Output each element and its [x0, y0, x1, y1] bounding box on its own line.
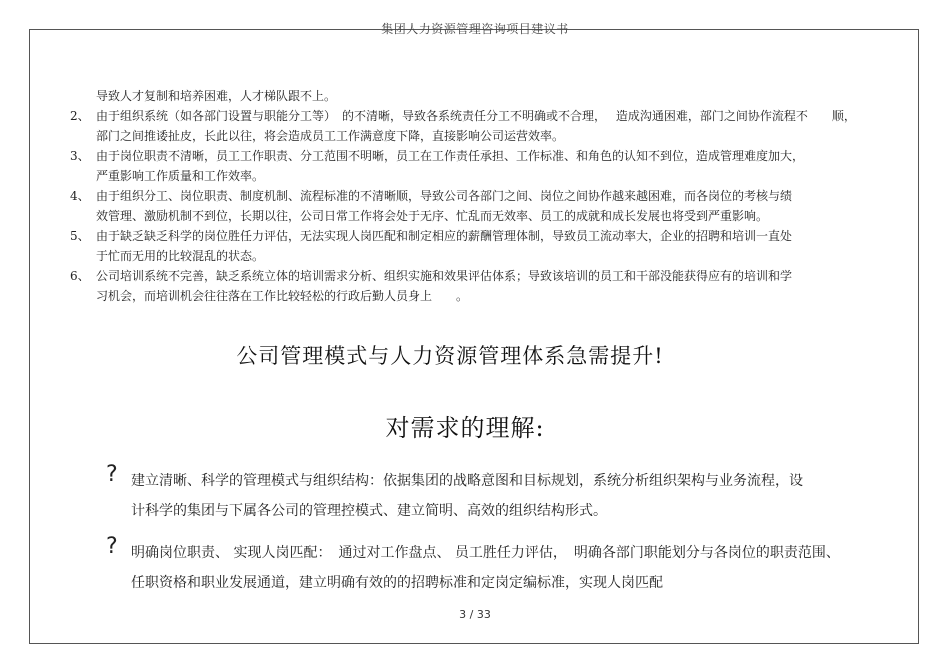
issue-item-5	[70, 226, 900, 266]
issue-line: 由于组织系统（如各部门设置与职能分工等） 的不清晰，导致各系统责任分工不明确或不合理， 造成沟通困难，部门之间协作流程不 顺，	[96, 109, 856, 123]
issue-number: 5、	[70, 229, 90, 243]
issue-line: 公司培训系统不完善，缺乏系统立体的培训需求分析、组织实施和效果评估体系；导致该培训的员工和干部没能获得应有的培训和学	[96, 269, 793, 283]
need-line: 明确岗位职责、 实现人岗匹配： 通过对工作盘点、 员工胜任力评估， 明确各部门职能划分与各岗位的职责范围、	[131, 545, 840, 561]
issue-item-2	[70, 106, 900, 146]
need-item-2	[106, 534, 896, 598]
issue-line: 由于缺乏缺乏科学的岗位胜任力评估，无法实现人岗匹配和制定相应的薪酬管理体制，导致员工流动率大，企业的招聘和培训一直处	[96, 229, 793, 243]
issue-number: 2、	[70, 109, 90, 123]
issue-item-6	[70, 266, 900, 306]
need-line: 任职资格和职业发展通道，建立明确有效的的招聘标准和定岗定编标准，实现人岗匹配	[131, 575, 663, 591]
issue-number: 3、	[70, 149, 90, 163]
issue-line: 部门之间推诿扯皮，长此以往，将会造成员工工作满意度下降，直接影响公司运营效率。	[96, 129, 565, 143]
issue-number: 6、	[70, 269, 90, 283]
question-mark-icon: ?	[106, 534, 118, 559]
issue-line: 由于岗位职责不清晰，员工工作职责、分工范围不明晰，员工在工作责任承担、工作标准、和角色的认知不到位，造成管理难度加大，	[96, 149, 805, 163]
need-line: 建立清晰、科学的管理模式与组织结构：依据集团的战略意图和目标规划，系统分析组织架构与业务流程，设	[131, 473, 803, 489]
issue-list	[70, 106, 900, 306]
question-mark-icon: ?	[106, 462, 118, 487]
section-title: 对需求的理解:	[385, 414, 545, 442]
issue-line: 严重影响工作质量和工作效率。	[96, 169, 265, 183]
issue-item-3	[70, 146, 900, 186]
issue-line: 习机会，而培训机会往往落在工作比较轻松的行政后勤人员身上 。	[96, 289, 469, 303]
issue-line: 效管理、激励机制不到位，长期以往，公司日常工作将会处于无序、忙乱而无效率、员工的成就和成长发展也将受到严重影响。	[96, 209, 769, 223]
need-line: 计科学的集团与下属各公司的管理控模式、建立简明、高效的组织结构形式。	[131, 503, 607, 519]
issue-line: 由于组织分工、岗位职责、制度机制、流程标准的不清晰顺，导致公司各部门之间、岗位之间协作越来越困难，而各岗位的考核与绩	[96, 189, 793, 203]
issue-number: 4、	[70, 189, 90, 203]
page-number: 3 / 33	[459, 608, 491, 621]
need-item-1	[106, 462, 896, 526]
headline: 公司管理模式与人力资源管理体系急需提升!	[236, 344, 664, 368]
running-header: 集团人力资源管理咨询项目建议书	[381, 22, 569, 36]
intro-line: 导致人才复制和培养困难，人才梯队跟不上。	[96, 89, 337, 103]
issue-line: 于忙而无用的比较混乱的状态。	[96, 249, 265, 263]
issue-item-4	[70, 186, 900, 226]
